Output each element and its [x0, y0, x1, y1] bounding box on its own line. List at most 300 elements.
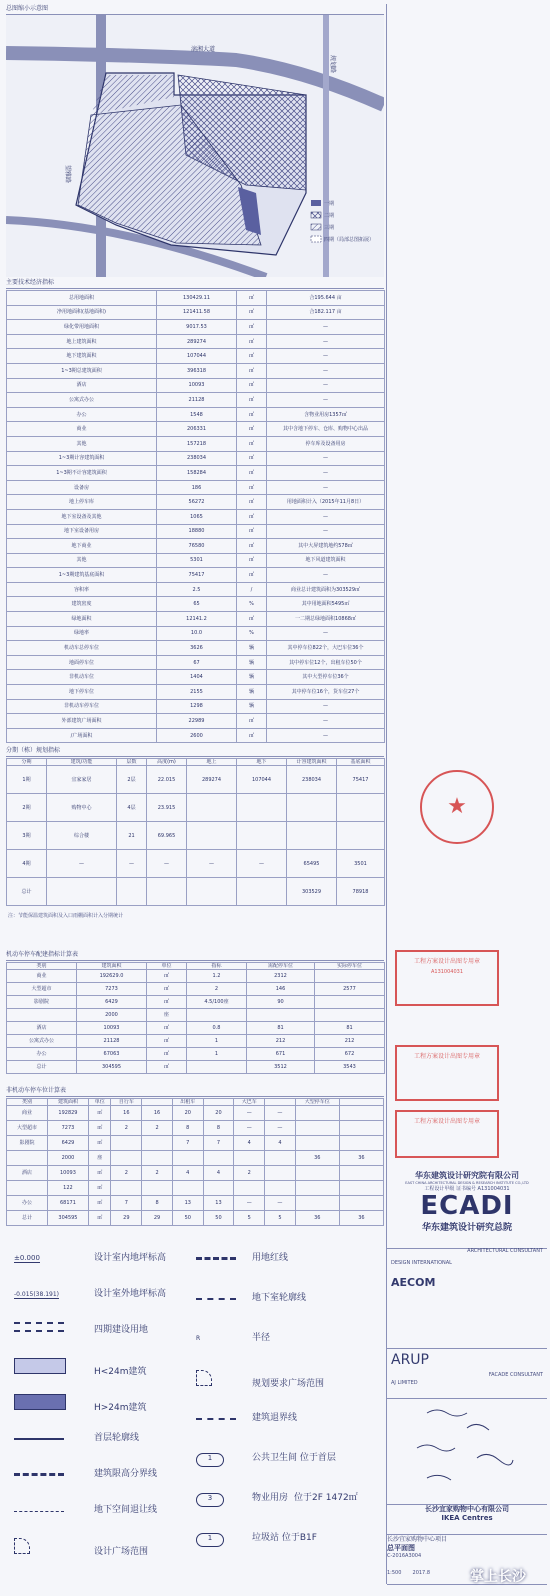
table-cell: 2 — [234, 1166, 265, 1181]
legend-symbol: 1 — [196, 1533, 252, 1547]
table-cell: 192629.0 — [77, 970, 147, 983]
company-block — [387, 1168, 547, 1249]
phase-row — [7, 878, 385, 906]
table-cell: ㎡ — [147, 1035, 187, 1048]
title-block — [386, 4, 547, 1584]
table-cell: 非机动车位 — [7, 670, 157, 685]
table-cell: 净用地面积(基地面积) — [7, 305, 157, 320]
table-cell: 1404 — [157, 670, 237, 685]
legend-item — [14, 1430, 139, 1443]
table-cell: ㎡ — [237, 363, 267, 378]
legend-symbol: -0.015(38.191) — [14, 1291, 60, 1298]
tech-row — [7, 422, 385, 437]
table-cell: 8 — [142, 1196, 173, 1211]
legend-label: 用地红线 — [252, 1253, 289, 1263]
header-cell: 自行车 — [111, 1099, 142, 1106]
map-legend-4: 四期（局部总图拓展） — [324, 237, 375, 243]
parkdetail-row — [7, 1166, 384, 1181]
table-cell: 其中用地面积5495㎡ — [267, 597, 385, 612]
table-cell: 303529 — [287, 878, 337, 906]
aj-limited: AJ LIMITED — [391, 1380, 418, 1386]
design-stamp-1: 工程方案设计出图专用章 A131004031 — [395, 950, 499, 1006]
table-cell: 75417 — [337, 766, 385, 794]
table-cell: 7273 — [77, 983, 147, 996]
table-cell: 81 — [247, 1022, 315, 1035]
tech-row — [7, 436, 385, 451]
legend-item — [196, 1530, 317, 1547]
table-cell: ㎡ — [237, 524, 267, 539]
table-cell: 65495 — [287, 850, 337, 878]
table-cell: 186 — [157, 480, 237, 495]
legend-item — [14, 1394, 147, 1413]
table-cell: — — [267, 349, 385, 364]
tech-row — [7, 699, 385, 714]
table-cell — [187, 794, 237, 822]
tech-row — [7, 305, 385, 320]
tech-row — [7, 349, 385, 364]
round-stamp: ★ — [420, 770, 494, 844]
tech-title: 主要技术经济指标 — [6, 278, 384, 289]
tech-table — [6, 290, 385, 743]
table-cell — [339, 1106, 383, 1121]
phase-title: 分期（栋）规划指标 — [6, 746, 384, 757]
table-cell — [234, 1151, 265, 1166]
tech-row — [7, 612, 385, 627]
table-cell: 1 — [187, 1048, 247, 1061]
header-cell: 建筑/功能 — [47, 759, 117, 766]
tech-row — [7, 597, 385, 612]
table-cell: 地下风道建筑面积 — [267, 553, 385, 568]
legend-label: 垃圾站 位于B1F — [252, 1533, 317, 1543]
table-cell: 地上停车库 — [7, 495, 157, 510]
table-cell — [234, 1181, 265, 1196]
table-cell: ㎡ — [147, 1048, 187, 1061]
legend-symbol — [14, 1538, 94, 1557]
consultant-block — [387, 1248, 547, 1349]
table-cell: 20 — [203, 1106, 234, 1121]
legend-symbol — [14, 1394, 94, 1413]
table-cell: 4.5/100座 — [187, 996, 247, 1009]
table-cell: 地下商业 — [7, 539, 157, 554]
project-name: 长沙宜家购物中心项目 — [387, 1536, 448, 1543]
map-legend-2: 二期 — [324, 213, 335, 219]
design-stamp-3: 工程方案设计出图专用章 — [395, 1110, 499, 1158]
table-cell: 12141.2 — [157, 612, 237, 627]
table-cell: ㎡ — [237, 305, 267, 320]
table-cell — [295, 1106, 339, 1121]
table-cell: 2 — [187, 983, 247, 996]
table-cell: ㎡ — [237, 407, 267, 422]
table-cell — [295, 1196, 339, 1211]
table-cell: ㎡ — [88, 1106, 111, 1121]
table-cell — [339, 1121, 383, 1136]
table-cell: 地下停车位 — [7, 685, 157, 700]
legend-label: H<24m建筑 — [94, 1367, 147, 1377]
table-cell: 4 — [265, 1136, 296, 1151]
company-cert: 工程设计甲级 证书编号 A131004031 — [424, 1186, 510, 1192]
table-cell — [337, 794, 385, 822]
table-cell: 酒店 — [7, 1166, 48, 1181]
table-cell: /广场面积 — [7, 728, 157, 743]
table-cell: 10093 — [77, 1022, 147, 1035]
table-cell — [147, 878, 187, 906]
legend-symbol — [196, 1293, 252, 1303]
table-cell: — — [234, 1106, 265, 1121]
table-cell: 212 — [247, 1035, 315, 1048]
table-cell — [142, 1151, 173, 1166]
header-cell — [203, 1099, 234, 1106]
design-international: DESIGN INTERNATIONAL — [391, 1260, 452, 1266]
table-cell: — — [265, 1121, 296, 1136]
table-cell — [287, 794, 337, 822]
table-cell: 146 — [247, 983, 315, 996]
table-cell: 地上建筑面积 — [7, 334, 157, 349]
parkdetail-row — [7, 1151, 384, 1166]
arup-block — [387, 1348, 547, 1399]
legend-label: 建筑退界线 — [252, 1413, 298, 1423]
tech-row — [7, 626, 385, 641]
table-cell: 外部建筑广场面积 — [7, 714, 157, 729]
table-cell: 机动车总停车位 — [7, 641, 157, 656]
signatures — [387, 1398, 547, 1498]
table-cell: 建筑密度 — [7, 597, 157, 612]
table-cell: — — [265, 1196, 296, 1211]
company-name-2: 华东建筑设计研究总院 — [421, 1223, 512, 1233]
phase-row — [7, 822, 385, 850]
table-cell: 辆 — [237, 699, 267, 714]
table-cell: 绿地面积 — [7, 612, 157, 627]
table-cell: 3512 — [247, 1061, 315, 1074]
tech-row — [7, 466, 385, 481]
table-cell: — — [265, 1106, 296, 1121]
tech-row — [7, 655, 385, 670]
table-cell: ㎡ — [147, 996, 187, 1009]
table-cell: 29 — [142, 1211, 173, 1226]
table-cell: ㎡ — [88, 1121, 111, 1136]
tech-row — [7, 568, 385, 583]
table-cell: 用地面积计入（2015年11月8日） — [267, 495, 385, 510]
table-cell: 8 — [203, 1121, 234, 1136]
table-cell: 商业总计建筑面积为303529㎡ — [267, 582, 385, 597]
table-cell: 3501 — [337, 850, 385, 878]
table-cell: 总计 — [7, 1211, 48, 1226]
phase-row — [7, 766, 385, 794]
drawing-number: C-2016A3004 — [387, 1553, 422, 1559]
table-cell: ㎡ — [88, 1181, 111, 1196]
tech-row — [7, 393, 385, 408]
legend-item — [196, 1290, 306, 1303]
table-cell: 9017.53 — [157, 320, 237, 335]
table-cell: 2 — [142, 1121, 173, 1136]
table-cell: 36 — [295, 1151, 339, 1166]
table-cell — [142, 1181, 173, 1196]
table-cell — [265, 1181, 296, 1196]
phase-note: 注：节能保温建筑面积及入口雨棚面积计入分期统计 — [8, 913, 124, 919]
table-cell: ㎡ — [237, 320, 267, 335]
road-label-3: 规划路 — [329, 55, 336, 74]
table-cell: 22989 — [157, 714, 237, 729]
header-cell: 实际停车位 — [315, 963, 385, 970]
table-cell — [295, 1121, 339, 1136]
header-cell: 类别 — [7, 1099, 48, 1106]
table-cell: — — [267, 451, 385, 466]
table-cell: 10093 — [47, 1166, 88, 1181]
table-cell: ㎡ — [88, 1136, 111, 1151]
owner-name: 长沙宜家购物中心有限公司 — [425, 1505, 509, 1513]
table-cell — [315, 1009, 385, 1022]
table-cell: ㎡ — [147, 1061, 187, 1074]
table-cell: — — [267, 524, 385, 539]
table-cell: 大型超市 — [7, 1121, 48, 1136]
legend-symbol — [14, 1358, 94, 1377]
table-cell: — — [267, 728, 385, 743]
table-cell: ㎡ — [147, 1022, 187, 1035]
table-cell: 其中含地下停车、仓库、购物中心出品 — [267, 422, 385, 437]
table-cell: — — [267, 480, 385, 495]
table-cell: 绿地率 — [7, 626, 157, 641]
table-cell — [339, 1166, 383, 1181]
table-cell: ㎡ — [237, 436, 267, 451]
table-cell: 1~3期不计容建筑面积 — [7, 466, 157, 481]
table-cell: ㎡ — [237, 349, 267, 364]
tech-row — [7, 480, 385, 495]
table-cell: 总计 — [7, 878, 47, 906]
table-cell — [172, 1151, 203, 1166]
table-cell: % — [237, 626, 267, 641]
table-cell: 辆 — [237, 670, 267, 685]
parkdetail-title: 非机动车停车位计算表 — [6, 1086, 384, 1097]
legend-item — [14, 1322, 148, 1335]
tech-row — [7, 363, 385, 378]
table-cell: ㎡ — [88, 1196, 111, 1211]
table-cell: 157218 — [157, 436, 237, 451]
table-cell: 2 — [111, 1121, 142, 1136]
table-cell — [247, 1009, 315, 1022]
table-cell: 16 — [111, 1106, 142, 1121]
table-cell: 2600 — [157, 728, 237, 743]
table-cell — [187, 1009, 247, 1022]
table-cell: 23.915 — [147, 794, 187, 822]
table-cell: 36 — [295, 1211, 339, 1226]
legend-item — [14, 1502, 157, 1515]
table-cell: 总计 — [7, 1061, 77, 1074]
legend-item — [196, 1410, 297, 1423]
table-cell: 2期 — [7, 794, 47, 822]
table-cell: 其他 — [7, 553, 157, 568]
table-cell: 1 — [187, 1035, 247, 1048]
parkcalc-row — [7, 1009, 385, 1022]
legend-symbol — [196, 1370, 252, 1389]
legend-symbol: 3 — [196, 1493, 252, 1507]
table-cell: 10.0 — [157, 626, 237, 641]
legend-label: 物业用房 — [252, 1493, 289, 1503]
table-cell: 21128 — [157, 393, 237, 408]
table-cell: 辆 — [237, 685, 267, 700]
table-cell: 81 — [315, 1022, 385, 1035]
table-cell: 公寓式办公 — [7, 393, 157, 408]
table-cell: 289274 — [187, 766, 237, 794]
parkcalc-row — [7, 1061, 385, 1074]
table-cell: 0.8 — [187, 1022, 247, 1035]
table-cell: 29 — [111, 1211, 142, 1226]
table-cell — [339, 1196, 383, 1211]
legend-symbol — [196, 1413, 252, 1423]
table-cell: 4 — [234, 1136, 265, 1151]
table-cell: 停车库及设备用房 — [267, 436, 385, 451]
facade-label: FACADE CONSULTANT — [488, 1372, 543, 1378]
consultant-label: ARCHITECTURAL CONSULTANT — [467, 1248, 543, 1254]
parkcalc-row — [7, 1022, 385, 1035]
table-cell: — — [267, 363, 385, 378]
table-cell: 212 — [315, 1035, 385, 1048]
table-cell: ㎡ — [237, 334, 267, 349]
legend-symbol — [14, 1322, 94, 1335]
table-cell: 20 — [172, 1106, 203, 1121]
table-cell: 地面停车位 — [7, 655, 157, 670]
legend-area — [6, 1250, 384, 1590]
map-legend-3: 三期 — [324, 225, 335, 231]
table-cell: ㎡ — [237, 291, 267, 306]
parkcalc-row — [7, 1035, 385, 1048]
parkdetail-row — [7, 1121, 384, 1136]
table-cell: 16 — [142, 1106, 173, 1121]
table-cell: ㎡ — [237, 509, 267, 524]
table-cell: 304595 — [47, 1211, 88, 1226]
tech-row — [7, 553, 385, 568]
table-cell: 非机动车停车位 — [7, 699, 157, 714]
table-cell: 13 — [203, 1196, 234, 1211]
table-cell: 商业 — [7, 422, 157, 437]
table-cell: 192829 — [47, 1106, 88, 1121]
table-cell: 1.2 — [187, 970, 247, 983]
table-cell: 1~3期计容建筑面积 — [7, 451, 157, 466]
table-cell: — — [267, 393, 385, 408]
table-cell: — — [267, 714, 385, 729]
table-cell — [187, 822, 237, 850]
phase-row — [7, 794, 385, 822]
table-cell: 238034 — [157, 451, 237, 466]
table-cell: ㎡ — [237, 612, 267, 627]
table-cell: 含物业用房1357㎡ — [267, 407, 385, 422]
arup-logo: ARUP — [391, 1352, 429, 1368]
parkcalc-row — [7, 983, 385, 996]
header-cell: 大型停车位 — [295, 1099, 339, 1106]
table-cell: 65 — [157, 597, 237, 612]
parkcalc-row — [7, 1048, 385, 1061]
table-cell: 68171 — [47, 1196, 88, 1211]
table-cell: — — [117, 850, 147, 878]
table-cell: ㎡ — [237, 539, 267, 554]
table-cell: 综合楼 — [47, 822, 117, 850]
table-cell: ㎡ — [237, 728, 267, 743]
table-cell — [7, 1151, 48, 1166]
table-cell: 商业 — [7, 1106, 48, 1121]
table-cell: 4层 — [117, 794, 147, 822]
table-cell: ㎡ — [237, 480, 267, 495]
table-cell: — — [267, 699, 385, 714]
table-cell: 5301 — [157, 553, 237, 568]
table-cell: 2577 — [315, 983, 385, 996]
header-cell: 类别 — [7, 963, 77, 970]
table-cell: ㎡ — [237, 378, 267, 393]
table-cell: 其中大屏建筑地约578㎡ — [267, 539, 385, 554]
table-cell — [117, 878, 147, 906]
table-cell: — — [234, 1121, 265, 1136]
legend-item — [196, 1450, 336, 1467]
header-cell: 分期 — [7, 759, 47, 766]
table-cell — [265, 1151, 296, 1166]
legend-item — [14, 1286, 166, 1299]
table-cell: 75417 — [157, 568, 237, 583]
legend-symbol — [14, 1505, 94, 1515]
tech-row — [7, 641, 385, 656]
table-cell: 396318 — [157, 363, 237, 378]
legend-symbol: R — [196, 1335, 201, 1342]
legend-symbol — [14, 1433, 94, 1443]
table-cell: 90 — [247, 996, 315, 1009]
legend-item — [196, 1330, 270, 1343]
table-cell: 设备房 — [7, 480, 157, 495]
legend-label: 首层轮廓线 — [94, 1433, 140, 1443]
table-cell: 671 — [247, 1048, 315, 1061]
table-cell: 10093 — [157, 378, 237, 393]
table-cell: 合195.644 亩 — [267, 291, 385, 306]
parkcalc-title: 机动车停车配建指标计算表 — [6, 950, 384, 961]
table-cell: 商业 — [7, 970, 77, 983]
design-stamp-2: 工程方案设计出图专用章 — [395, 1045, 499, 1101]
table-cell: / — [237, 582, 267, 597]
legend-label: 半径 — [252, 1333, 271, 1343]
road-label-1: 漓湘大道 — [191, 46, 216, 53]
table-cell: 7 — [203, 1136, 234, 1151]
table-cell — [237, 794, 287, 822]
parkcalc-row — [7, 996, 385, 1009]
map-legend-1: 一期 — [324, 201, 335, 207]
legend-item — [196, 1490, 358, 1507]
table-cell: 1~3期总建筑面积 — [7, 363, 157, 378]
table-cell: 56272 — [157, 495, 237, 510]
owner-block — [387, 1504, 547, 1535]
tech-row — [7, 685, 385, 700]
table-cell — [172, 1181, 203, 1196]
table-cell: 5 — [265, 1211, 296, 1226]
table-cell: 21128 — [77, 1035, 147, 1048]
table-cell: — — [234, 1196, 265, 1211]
table-cell: 6429 — [77, 996, 147, 1009]
table-cell: 地下室设备用房 — [7, 524, 157, 539]
table-cell: 8 — [172, 1121, 203, 1136]
table-cell: 办公 — [7, 1196, 48, 1211]
table-cell: 76580 — [157, 539, 237, 554]
table-cell: 107044 — [237, 766, 287, 794]
header-cell: 单位 — [147, 963, 187, 970]
tech-row — [7, 320, 385, 335]
legend-label: 四期建设用地 — [94, 1325, 149, 1335]
table-cell — [203, 1181, 234, 1196]
table-cell: 304595 — [77, 1061, 147, 1074]
table-cell: 4 — [172, 1166, 203, 1181]
table-cell — [237, 878, 287, 906]
table-cell: 3543 — [315, 1061, 385, 1074]
table-cell: 公寓式办公 — [7, 1035, 77, 1048]
table-cell: 21 — [117, 822, 147, 850]
parkdetail-row — [7, 1196, 384, 1211]
table-cell: 宜家家居 — [47, 766, 117, 794]
header-cell: 地下 — [237, 759, 287, 766]
table-cell: ㎡ — [237, 568, 267, 583]
table-cell: 6429 — [47, 1136, 88, 1151]
legend-label: 地下空间退让线 — [94, 1505, 158, 1515]
